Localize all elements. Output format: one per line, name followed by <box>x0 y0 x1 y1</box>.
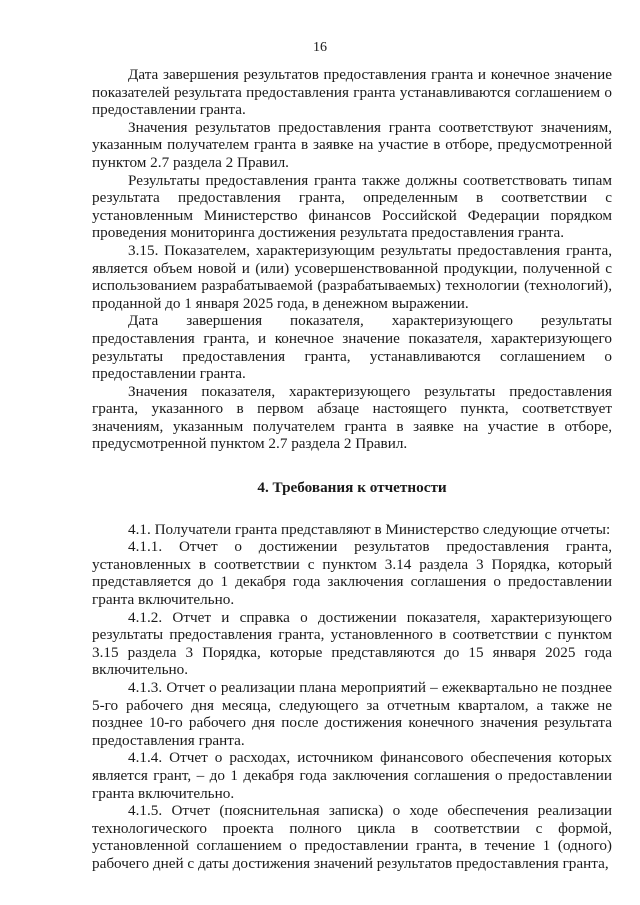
paragraph: Значения результатов предоставления гранта соответствуют значениям, указанным получателем гранта в заявке на участие в отборе, предусмотренной пунктом 2.7 раздела 2 Правил. <box>92 118 612 171</box>
paragraph: 3.15. Показателем, характеризующим результаты предоставления гранта, является объем новой и (или) усовершенствованной продукции, полученной с использованием разрабатываемой (разрабатываемых) технологии (технологий), проданной до 1 января 2025 года, в денежном выражении. <box>92 241 612 312</box>
paragraph: Результаты предоставления гранта также должны соответствовать типам результата предоставления гранта, определенным в соответствии с установленным Министерство финансов Российской Федерации порядком проведения мониторинга достижения результата предоставления гранта. <box>92 171 612 242</box>
paragraph: Дата завершения показателя, характеризующего результаты предоставления гранта, и конечное значение показателя, характеризующего результаты предоставления гранта, устанавливаются соглашением о предоставлении гранта. <box>92 312 612 383</box>
paragraph: 4.1.2. Отчет и справка о достижении показателя, характеризующего результаты предоставления гранта, установленного в соответствии с пунктом 3.15 раздела 3 Порядка, которые представляются до 15 января 2025 года включительно. <box>92 608 612 679</box>
page-number: 16 <box>313 40 327 55</box>
paragraph: 4.1. Получатели гранта представляют в Министерство следующие отчеты: <box>128 520 611 538</box>
paragraph: 4.1.3. Отчет о реализации плана мероприятий – ежеквартально не позднее 5-го рабочего дня месяца, следующего за отчетным кварталом, а также не позднее 10-го рабочего дня после достижения конечного значения результата предоставления гранта. <box>92 679 612 749</box>
paragraph: Значения показателя, характеризующего результаты предоставления гранта, указанного в первом абзаце настоящего пункта, соответствует значениям, указанным получателем гранта в заявке на участие в отборе, предусмотренной пунктом 2.7 раздела 2 Правил. <box>92 382 612 453</box>
paragraph: 4.1.5. Отчет (пояснительная записка) о ходе обеспечения реализации технологического проекта полного цикла в соответствии с формой, установленной соглашением о предоставлении гранта, в течение 1 (одного) рабочего дней с даты достижения значений результатов предоставления гранта, <box>92 802 612 872</box>
section-heading: 4. Требования к отчетности <box>257 479 447 497</box>
paragraph: 4.1.4. Отчет о расходах, источником финансового обеспечения которых является грант, – до 1 декабря года заключения соглашения о предоставлении гранта включительно. <box>92 749 612 802</box>
paragraph: 4.1.1. Отчет о достижении результатов предоставления гранта, установленных в соответствии с пунктом 3.14 раздела 3 Порядка, который представляется до 1 декабря года заключения соглашения о предоставлении гранта включительно. <box>92 538 612 609</box>
paragraph: Дата завершения результатов предоставления гранта и конечное значение показателей результата предоставления гранта устанавливаются соглашением о предоставлении гранта. <box>92 66 612 119</box>
document-body <box>92 66 612 873</box>
